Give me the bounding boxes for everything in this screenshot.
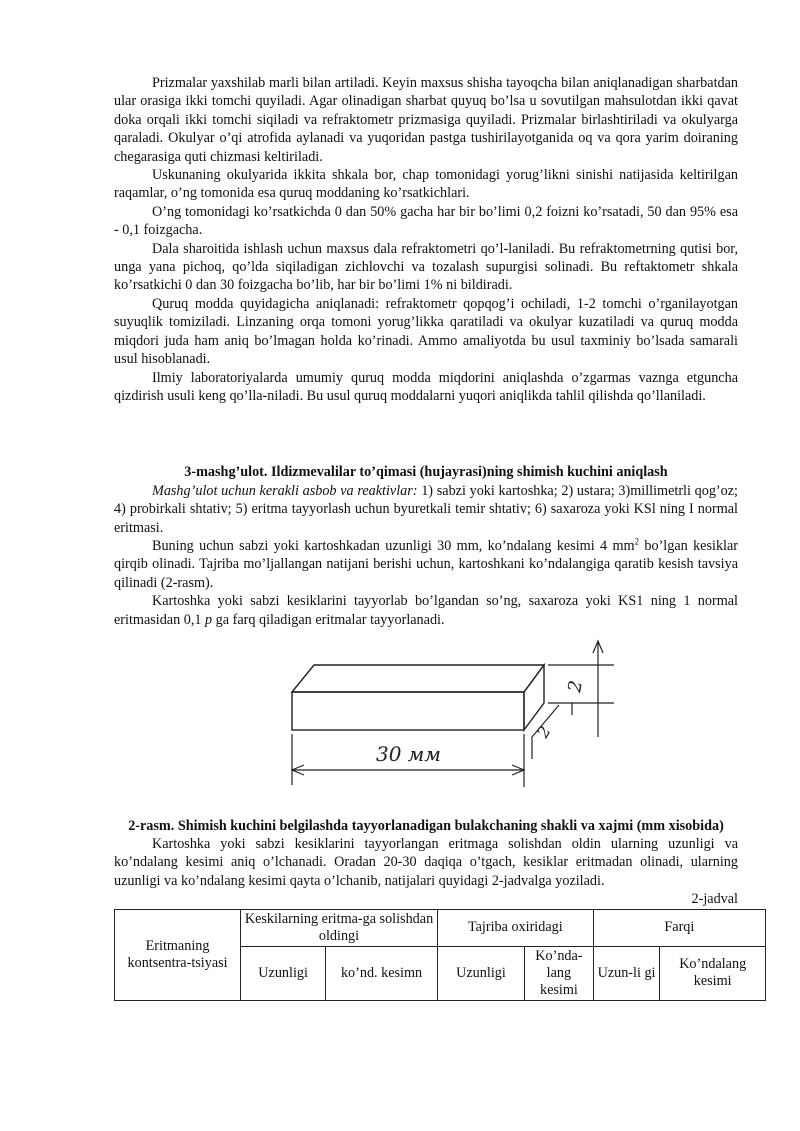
height-label: 2 [564, 678, 587, 694]
paragraph: Prizmalar yaxshilab marli bilan artiladi. Keyin maxsus shisha tayoqcha bilan aniqlanadigan sharbatdan ular orasiga ikki tomchi quyiladi. Agar olinadigan sharbat quyuq bo’lsa u sovutilgan mahsulotdan ikki qavat doka orqali ikki tomchi siqiladi va refraktometr prizmasiga quyiladi. Prizmalar birlashtiriladi va okulyarga qaraladi. Okulyar o’qi atrofida aylanadi va yuqoridan pastga tushirilayotganida oq va qora yarim doiraning chegarasiga quti chizmasi keltiriladi. [114, 75, 738, 165]
section-heading: 3-mashg’ulot. Ildizmevalilar to’qimasi (hujayrasi)ning shimish kuchini aniqlash [184, 464, 668, 481]
header-before-length: Uzunligi [241, 946, 326, 1000]
paragraph [114, 592, 738, 629]
paragraph: O’ng tomonidagi ko’rsatkichda 0 dan 50% gacha har bir bo’limi 0,2 foizni ko’rsatadi, 50 dan 95% esa - 0,1 foizgacha. [114, 203, 738, 239]
header-before: Keskilarning eritma-ga solishdan oldingi [241, 909, 438, 946]
header-concentration: Eritmaning kontsentra-tsiyasi [115, 909, 241, 1000]
length-label: 30 мм [376, 741, 441, 766]
text-run: bo’lgan kesiklar qirqib olinadi. Tajriba mo’ljallangan natijani berishi uchun, kartoshkani ko’ndalangiga qaratib kesish tavsiya qilinadi (2-rasm). [114, 537, 738, 591]
paragraph: Dala sharoitida ishlash uchun maxsus dala refraktometri qo’l-laniladi. Bu refraktometrning qutisi bor, unga yana pichoq, qo’lda siqiladigan zichlovchi va tozalash supurgisi solinadi. Bu reftaktometr shkala ko’rsatkichi 0 dan 30 foizgacha bo’lib, har bir bo’limi 1% ni bildiradi. [114, 240, 738, 294]
header-end-section: Ko’nda-lang kesimi [525, 946, 594, 1000]
header-diff-length: Uzun-li gi [593, 946, 660, 1000]
paragraph: Quruq modda quyidagicha aniqlanadi: refraktometr qopqog’i ochiladi, 1-2 tomchi o’rganilayotgan suyuqlik tomiziladi. Linzaning orqa tomoni yorug’likka qaratiladi va okulyar kuzatiladi va quruq modda miqdori juda ham aniq bo’lmagan holda ko’rinadi. Ammo amaliyotda bu usul taxminiy bo’lsada samarali usul hisoblanadi. [114, 295, 738, 368]
bar-front-face [292, 692, 524, 730]
paragraph: Uskunaning okulyarida ikkita shkala bor, chap tomonidagi yorug’likni sinishi natijasida keltirilgan raqamlar, o’ng tomonida esa quruq moddaning ko’rsatkichlari. [114, 167, 738, 202]
materials-paragraph [114, 482, 738, 537]
paragraph: Kartoshka yoki sabzi kesiklarini tayyorlangan eritmaga solishdan oldin ularning uzunligi va ko’ndalang kesimi aniq o’lchanadi. Oradan 20-30 daqiqa o’tgach, kesiklar eritmadan olinadi, ularning uzunligi va ko’ndalang kesimi qayta o’lchanib, natijalari quyidagi 2-jadvalga yoziladi. [114, 835, 738, 889]
bar-top-face [292, 665, 544, 692]
header-difference: Farqi [593, 909, 765, 946]
paragraph [114, 537, 738, 592]
paragraph: Ilmiy laboratoriyalarda umumiy quruq modda miqdorini aniqlashda o’zgarmas vaznga etguncha qizdirish usuli keng qo’lla-niladi. Bu usul quruq moddalarni yuqori aniqlikda tahlil qilishda qo’llaniladi. [114, 369, 738, 404]
materials-text: 1) sabzi yoki kartoshka; 2) ustara; 3)millimetrli qog’oz; 4) probirkali shtativ; 5) eritma tayyorlash uchun byuretkali temir shtativ; 6) saxaroza yoki KSl ning I normal eritmasi. [114, 482, 738, 536]
header-end-length: Uzunligi [437, 946, 524, 1000]
figure-caption: 2-rasm. Shimish kuchini belgilashda tayyorlanadigan bulakchaning shakli va xajmi (mm xisobida) [128, 817, 724, 834]
text-run: Kartoshka yoki sabzi kesiklarini tayyorlab bo’lgandan so’ng, saxaroza yoki KS1 ning 1 normal eritmasidan 0,1 [114, 593, 738, 628]
document-page [114, 74, 747, 1001]
results-table [114, 909, 766, 1001]
table-number: 2-jadval [691, 891, 738, 908]
header-end: Tajriba oxiridagi [437, 909, 593, 946]
italic-symbol: p [205, 611, 213, 628]
depth-label: 2 [533, 722, 555, 741]
bar-drawing [114, 637, 738, 817]
materials-label: Mashg’ulot uchun kerakli asbob va reaktivlar: [152, 482, 418, 499]
figure-bar-sketch [114, 637, 738, 817]
text-run: ga farq qiladigan eritmalar tayyorlanadi. [212, 611, 445, 628]
header-diff-section: Ko’ndalang kesimi [660, 946, 766, 1000]
text-run: Buning uchun sabzi yoki kartoshkadan uzunligi 30 mm, ko’ndalang kesimi 4 mm [152, 537, 635, 554]
superscript: 2 [634, 536, 640, 547]
table-row [115, 909, 766, 946]
bar-side-face [524, 665, 544, 730]
header-before-section: ko’nd. kesimn [326, 946, 438, 1000]
